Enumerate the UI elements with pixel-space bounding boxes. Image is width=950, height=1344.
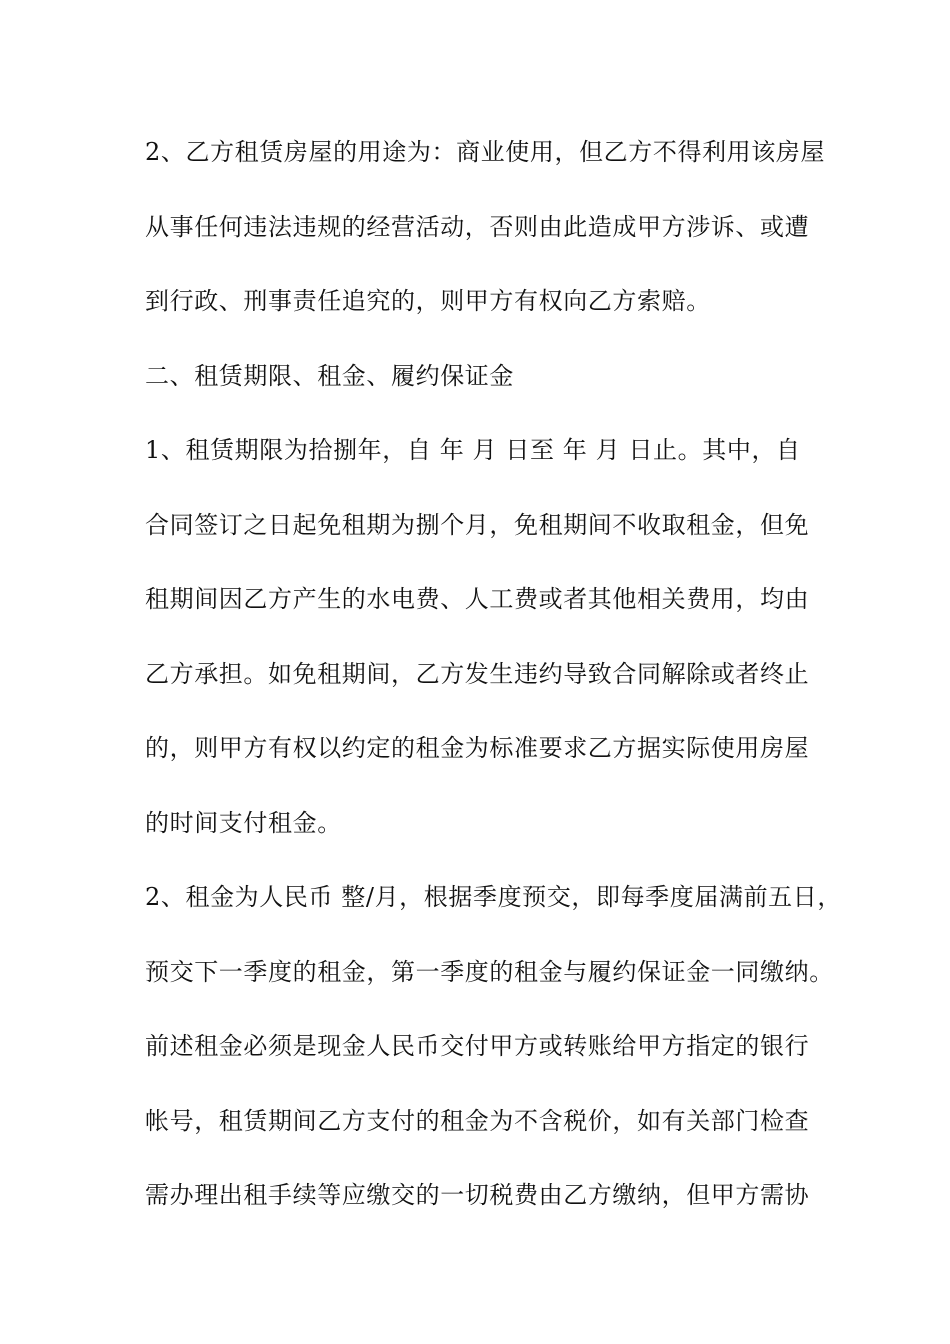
text-line: 的，则甲方有权以约定的租金为标准要求乙方据实际使用房屋 — [145, 734, 810, 762]
text-line: 到行政、刑事责任追究的，则甲方有权向乙方索赔。 — [145, 287, 711, 315]
text-line: 前述租金必须是现金人民币交付甲方或转账给甲方指定的银行 — [145, 1032, 810, 1060]
text-line: 2、租金为人民币 整/月，根据季度预交，即每季度届满前五日， — [145, 883, 842, 911]
text-line: 乙方承担。如免租期间，乙方发生违约导致合同解除或者终止 — [145, 659, 810, 688]
text-line: 从事任何违法违规的经营活动，否则由此造成甲方涉诉、或遭 — [145, 212, 810, 241]
section-heading: 二、租赁期限、租金、履约保证金 — [145, 361, 514, 390]
text-line: 预交下一季度的租金，第一季度的租金与履约保证金一同缴纳。 — [145, 957, 834, 986]
text-line: 需办理出租手续等应缴交的一切税费由乙方缴纳，但甲方需协 — [145, 1181, 810, 1209]
text-line: 合同签订之日起免租期为捌个月，免租期间不收取租金，但免 — [145, 510, 810, 539]
text-line: 的时间支付租金。 — [145, 808, 342, 837]
text-line: 帐号，租赁期间乙方支付的租金为不含税价，如有关部门检查 — [145, 1106, 810, 1135]
text-line: 1、租赁期限为拾捌年，自 年 月 日至 年 月 日止。其中，自 — [145, 436, 801, 464]
text-line: 2、乙方租赁房屋的用途为：商业使用，但乙方不得利用该房屋 — [145, 138, 826, 166]
text-line: 租期间因乙方产生的水电费、人工费或者其他相关费用，均由 — [145, 585, 810, 613]
document-body — [145, 132, 842, 1250]
